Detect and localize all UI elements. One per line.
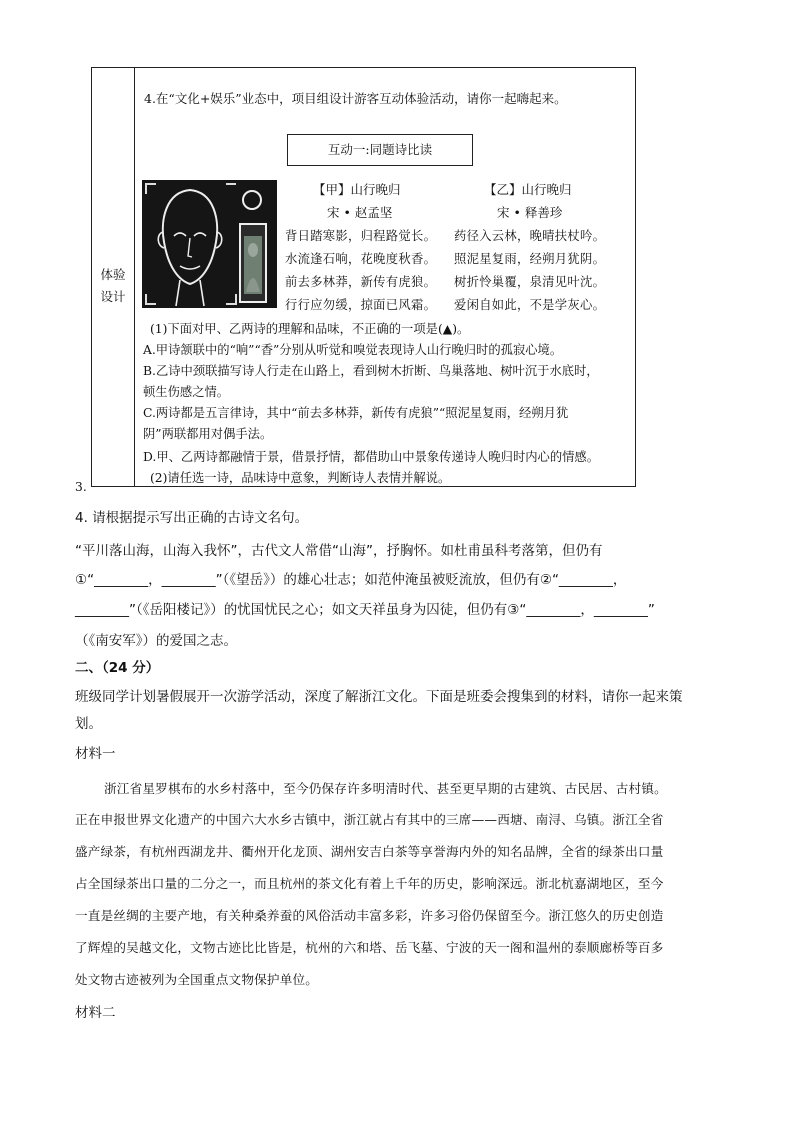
option-b-line-2: 顿生伤感之情。 <box>143 385 230 399</box>
material-1-line-1: 浙江省星罗棋布的水乡村落中，至今仍保存许多明清时代、甚至更早期的古建筑、古民居、古村镇。 <box>104 781 667 796</box>
section-2-heading: 二、（24 分） <box>75 660 160 676</box>
option-d: D.甲、乙两诗都融情于景，借景抒情，都借助山中景象传递诗人晚归时内心的情感。 <box>143 450 600 464</box>
poem-b-line-4: 爱闲自如此，不是学灰心。 <box>454 298 606 312</box>
section-4-line-1: “平川落山海，山海入我怀”，古代文人常借“山海”，抒胸怀。如杜甫虽科考落第，但仍有 <box>75 543 603 559</box>
stray-question-number: 3. <box>75 480 87 494</box>
material-2-label: 材料二 <box>75 1005 116 1021</box>
section-4-line-3: ________”（《岳阳楼记》）的忧国忧民之心；如文天祥虽身为囚徒，但仍有③“________，________” <box>75 602 655 618</box>
poem-b-line-2: 照泥星复雨，经朔月犹阴。 <box>454 252 606 266</box>
poem-a-line-1: 背日踏寒影，归程路觉长。 <box>285 229 437 243</box>
question-1: (1)下面对甲、乙两诗的理解和品味，不正确的一项是(▲)。 <box>150 322 470 336</box>
question-2: (2)请任选一诗，品味诗中意象，判断诗人表情并解说。 <box>150 471 451 485</box>
row-label-line1: 体验 <box>100 267 126 282</box>
section-4-heading: 4. 请根据提示写出正确的古诗文名句。 <box>75 510 309 526</box>
poem-b-author: 宋 • 释善珍 <box>497 205 563 220</box>
material-1-line-5: 一直是丝绸的主要产地，有关种桑养蚕的风俗活动丰富多彩，许多习俗仍保留至今。浙江悠久的历史创造 <box>75 908 664 923</box>
option-c-line-2: 阴”两联都用对偶手法。 <box>143 427 273 441</box>
option-a: A.甲诗颔联中的“响”“香”分别从听觉和嗅觉表现诗人山行晚归时的孤寂心境。 <box>143 343 563 357</box>
poem-a-line-3: 前去多林莽，新传有虎狼。 <box>285 275 437 289</box>
face-illustration <box>142 180 277 308</box>
section-4-line-2: ①“________，________”（《望岳》）的雄心壮志；如范仲淹虽被贬流放，但仍有②“________， <box>75 572 627 588</box>
option-c-line-1: C.两诗都是五言律诗，其中“前去多林莽，新传有虎狼”“照泥星复雨，经朔月犹 <box>143 406 569 420</box>
material-1-line-7: 处文物古迹被列为全国重点文物保护单位。 <box>75 972 319 987</box>
activity-title-box: 互动一:同题诗比读 <box>287 134 473 166</box>
poem-b-line-3: 树折怜巢覆，泉清见叶沈。 <box>454 275 606 289</box>
material-1-label: 材料一 <box>75 746 116 762</box>
section-2-intro-line-2: 划。 <box>75 716 102 732</box>
poem-b-title: 【乙】山行晚归 <box>484 182 572 197</box>
poem-a-title: 【甲】山行晚归 <box>313 182 401 197</box>
section-2-intro-line-1: 班级同学计划暑假展开一次游学活动，深度了解浙江文化。下面是班委会搜集到的材料，请你一起来策 <box>75 689 683 705</box>
poem-a-line-2: 水流逢石响，花晚度秋香。 <box>285 252 437 266</box>
material-1-line-3: 盛产绿茶，有杭州西湖龙井、衢州开化龙顶、湖州安吉白茶等享誉海内外的知名品牌，全省的绿茶出口量 <box>75 844 664 859</box>
material-1-line-4: 占全国绿茶出口量的二分之一，而且杭州的茶文化有着上千年的历史，影响深远。浙北杭嘉湖地区，至今 <box>75 876 664 891</box>
material-1-line-6: 了辉煌的吴越文化，文物古迹比比皆是，杭州的六和塔、岳飞墓、宁波的天一阁和温州的泰顺廊桥等百多 <box>75 940 664 955</box>
face-drawing-icon <box>142 180 277 308</box>
poem-b-line-1: 药径入云林，晚晴扶杖吟。 <box>454 229 606 243</box>
material-1-line-2: 正在申报世界文化遗产的中国六大水乡古镇中，浙江就占有其中的三席——西塘、南浔、乌镇。浙江全省 <box>75 812 664 827</box>
row-label-line2: 设计 <box>100 289 126 304</box>
poem-a-author: 宋 • 赵孟坚 <box>327 205 393 220</box>
option-b-line-1: B.乙诗中颈联描写诗人行走在山路上，看到树木折断、鸟巢落地、树叶沉于水底时， <box>143 364 599 378</box>
section-4-line-4: （《南安军》）的爱国之志。 <box>75 633 237 649</box>
question-4-prompt: 4.在“文化+娱乐”业态中，项目组设计游客互动体验活动，请你一起嗨起来。 <box>144 91 567 106</box>
poem-a-line-4: 行行应勿缓，掠面已风霜。 <box>285 298 437 312</box>
